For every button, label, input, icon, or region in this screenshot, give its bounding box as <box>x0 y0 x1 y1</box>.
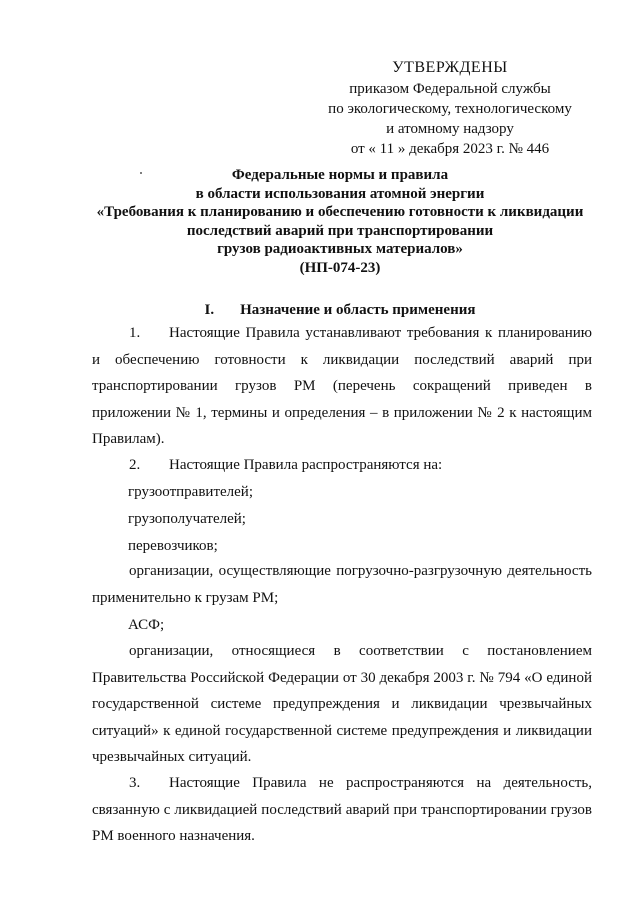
approval-line-3: и атомному надзору <box>386 121 514 137</box>
document-title <box>88 166 592 277</box>
list-item: перевозчиков; <box>128 538 218 554</box>
paragraph-3-number: 3. <box>129 775 141 791</box>
list-item: организации, относящиеся в соответствии с постановлением Правительства Российской Федерации от 30 декабря 2003 г. № 794 «О единой государственной системе предупреждения и ликвидации чрезвычайных ситуаций» к единой государственной системе предупреждения и ликвидации чрезвычайных ситуаций. <box>92 643 592 765</box>
paragraph-2 <box>92 452 592 479</box>
approval-line-2: по экологическому, технологическому <box>328 101 572 117</box>
list-item: организации, осуществляющие погрузочно-разгрузочную деятельность применительно к грузам РМ; <box>92 563 592 606</box>
title-line-4: последствий аварий при транспортировании <box>186 222 494 239</box>
title-line-2: в области использования атомной энергии <box>195 185 485 202</box>
paragraph-1 <box>92 320 592 453</box>
title-line-1: Федеральные нормы и правила <box>231 167 449 183</box>
approval-block <box>300 58 600 159</box>
title-line-3: «Требования к планированию и обеспечению готовности к ликвидации <box>96 204 584 220</box>
list-item: грузоотправителей; <box>128 484 253 500</box>
paragraph-1-number: 1. <box>129 325 141 341</box>
approval-line-4: от « 11 » декабря 2023 г. № 446 <box>350 141 550 157</box>
section-heading <box>88 302 592 319</box>
list-item: АСФ; <box>128 617 165 633</box>
paragraph-2-text: Настоящие Правила распространяются на: <box>169 457 443 473</box>
section-number: I. <box>204 302 215 318</box>
paragraph-3 <box>92 770 592 850</box>
list-item: грузополучателей; <box>128 511 246 527</box>
title-line-6: (НП-074-23) <box>299 259 381 276</box>
title-line-5: грузов радиоактивных материалов» <box>217 241 463 257</box>
paragraph-1-text: Настоящие Правила устанавливают требования к планированию и обеспечению готовности к ликвидации последствий аварий при транспортировании грузов РМ (перечень сокращений приведен в приложении № 1, термины и определения – в приложении № 2 к настоящим Правилам). <box>92 325 592 447</box>
approval-line-1: приказом Федеральной службы <box>349 81 551 97</box>
section-title: Назначение и область применения <box>240 302 476 318</box>
paragraph-3-text: Настоящие Правила не распространяются на деятельность, связанную с ликвидацией последствий аварий при транспортировании грузов РМ военного назначения. <box>92 775 592 844</box>
paragraph-2-number: 2. <box>129 457 141 473</box>
approval-heading: УТВЕРЖДЕНЫ <box>392 59 508 76</box>
